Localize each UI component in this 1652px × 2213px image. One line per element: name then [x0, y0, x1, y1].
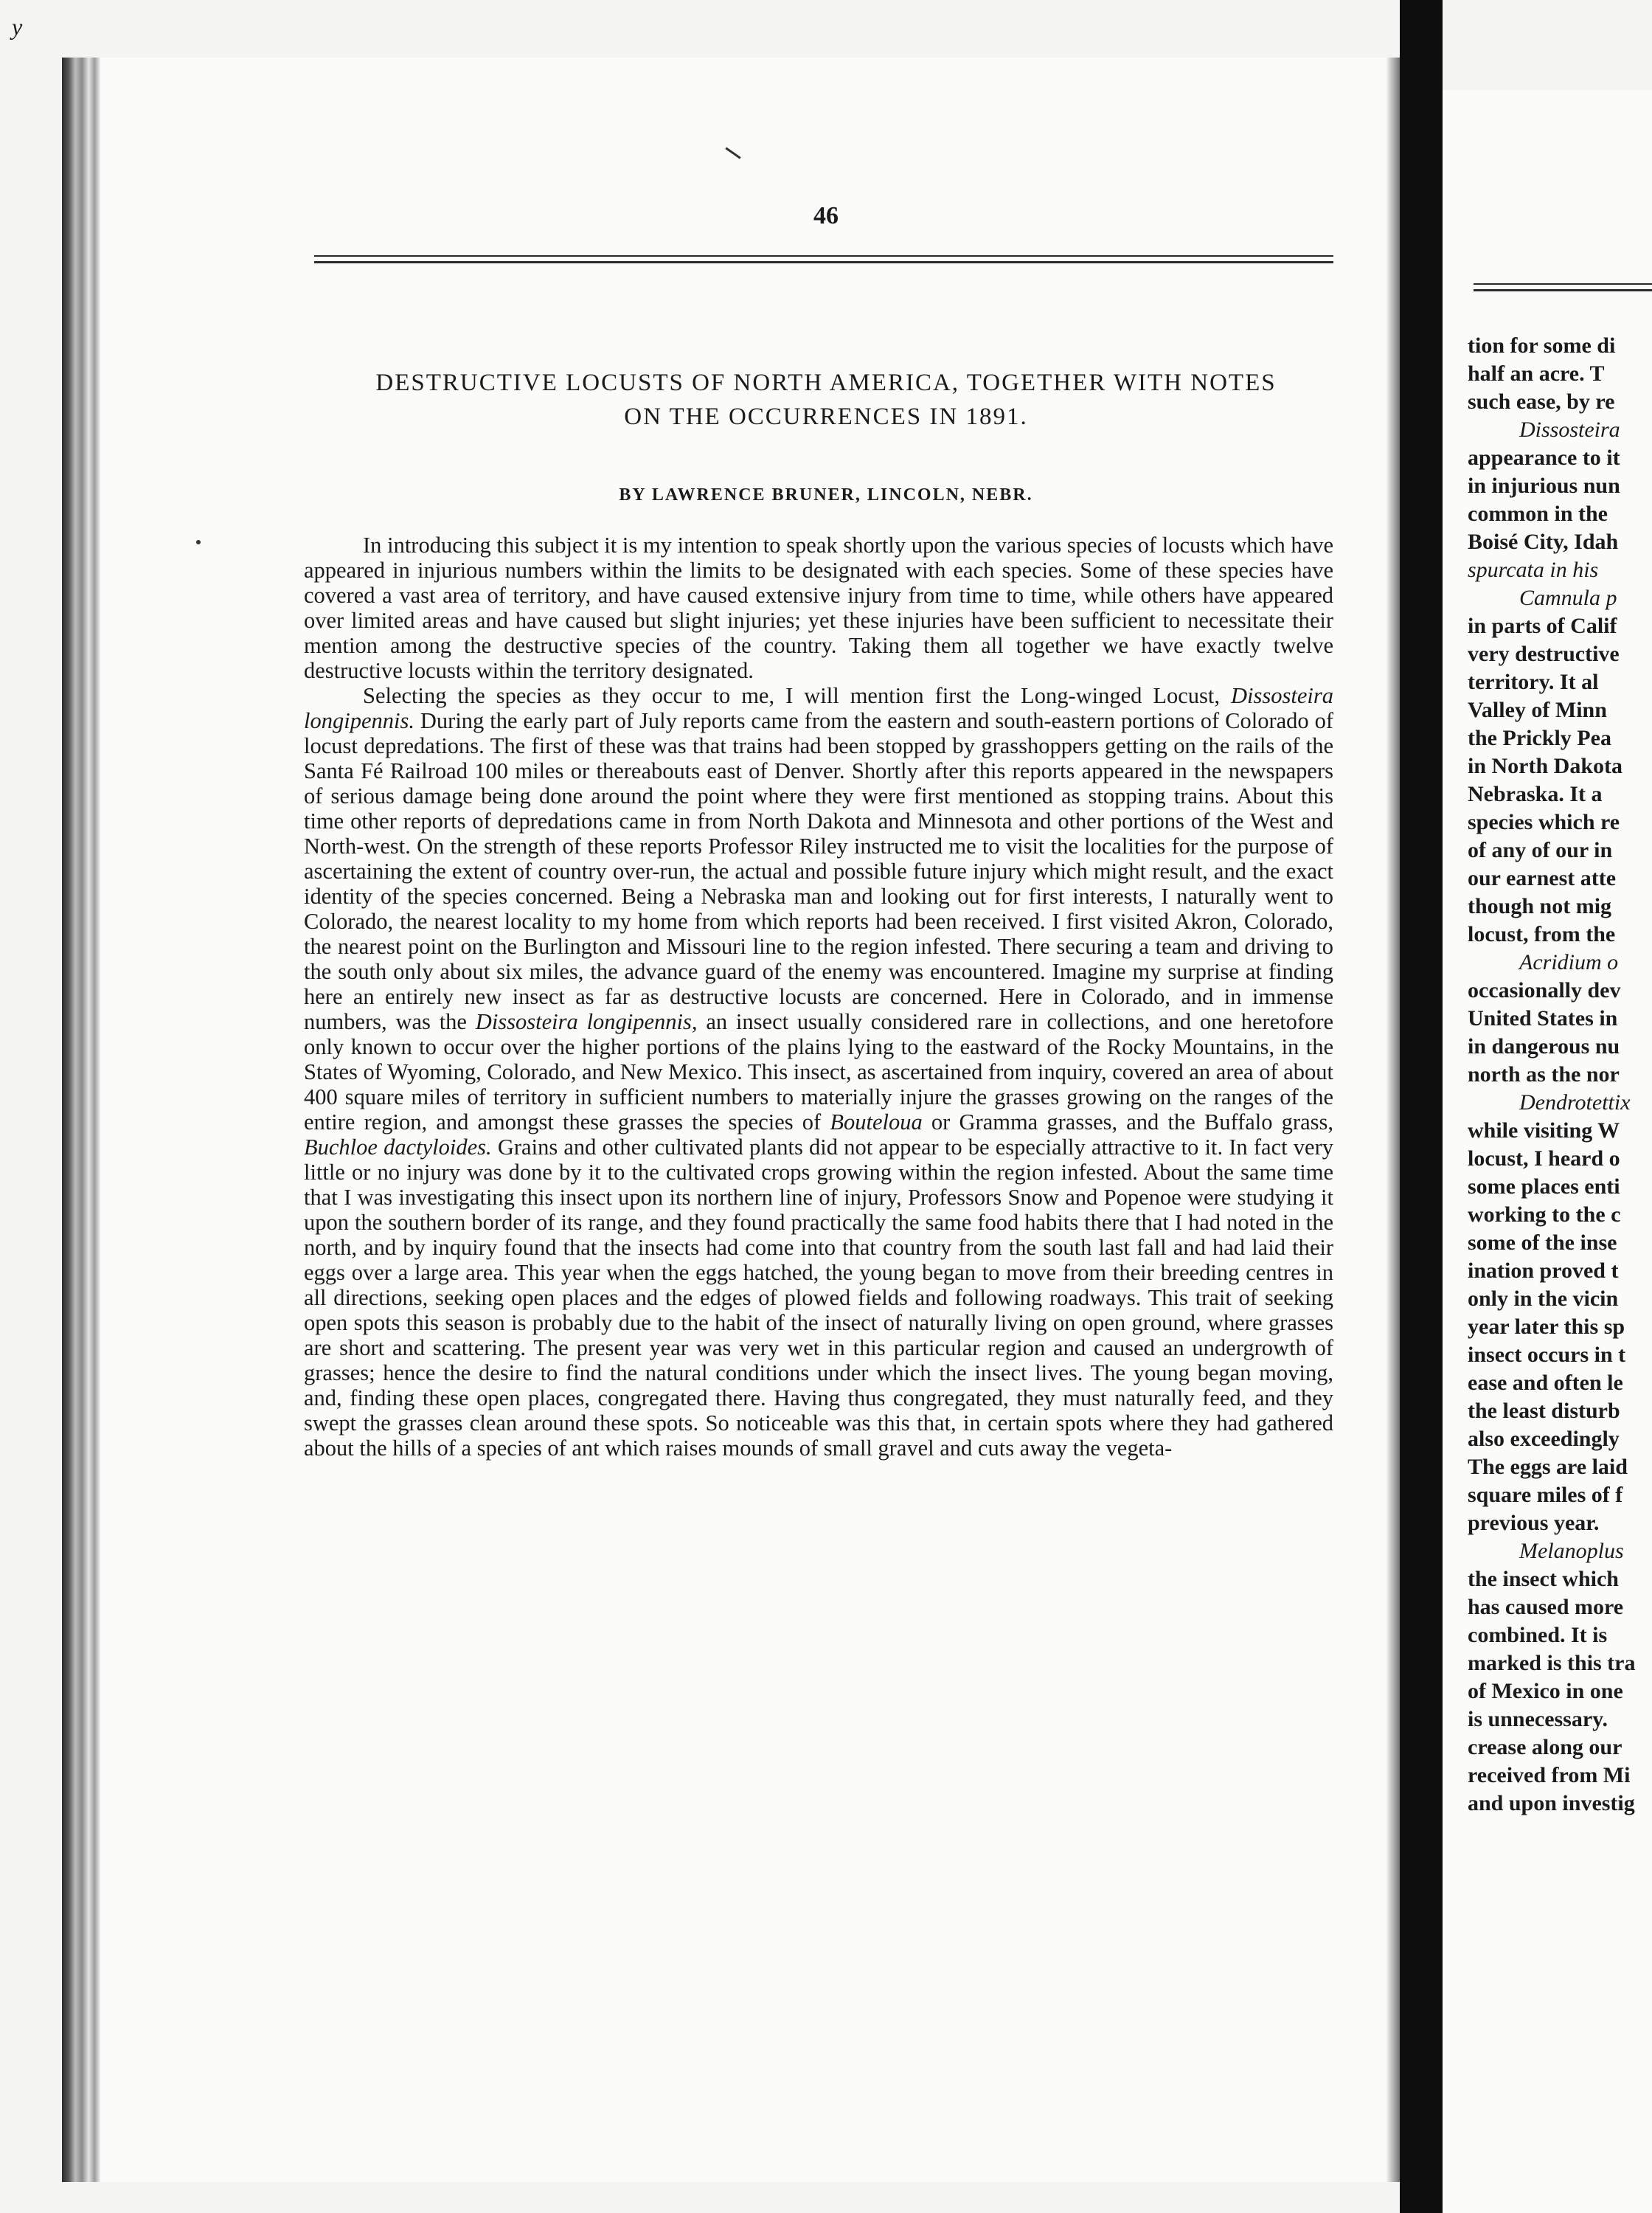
- right-page-line: the least disturb: [1468, 1399, 1620, 1423]
- right-page-line: in parts of Calif: [1468, 614, 1617, 638]
- right-page-line: insect occurs in t: [1468, 1343, 1626, 1367]
- right-page-line: our earnest atte: [1468, 866, 1617, 890]
- right-page-line: ease and often le: [1468, 1371, 1623, 1395]
- stray-dot: [196, 540, 201, 544]
- right-page-line: in injurious nun: [1468, 474, 1620, 498]
- right-page-line: Boisé City, Idah: [1468, 530, 1619, 554]
- right-header-rule-thin: [1474, 283, 1652, 285]
- right-page-text: [1468, 332, 1652, 1818]
- right-page-line: received from Mi: [1468, 1763, 1631, 1787]
- right-page-line: Melanoplus: [1519, 1539, 1624, 1563]
- right-page-line: appearance to it: [1468, 446, 1620, 470]
- right-page-line: has caused more: [1468, 1595, 1624, 1619]
- p2-text-e: an insect usually considered rare in collections, and one heretofore only known to occur over the higher portions of the plains lying to the eastward of the Rocky Mountains, in the States of Wyoming, Colorado, and New Mexico. This insect, as ascertained from inquiry, covered an area of about 400 square miles of territory in sufficient numbers to materially injure the grasses growing on the ranges of the entire region, and amongst these grasses the species of: [304, 1009, 1334, 1135]
- right-page-line: The eggs are laid: [1468, 1455, 1628, 1479]
- right-page-line: combined. It is: [1468, 1623, 1608, 1647]
- right-page-line: occasionally dev: [1468, 978, 1621, 1002]
- right-page-line: of Mexico in one: [1468, 1679, 1623, 1703]
- article-body: [304, 533, 1333, 1461]
- p2-text-i: Grains and other cultivated plants did not appear to be especially attractive to it. In fact very little or no injury was done by it to the cultivated crops growing within the region infested. About the same time that I was investigating this insect upon its northern line of injury, Professors Snow and Popenoe were studying it upon the southern border of its range, and they found practically the same food habits there that I had noted in the north, and by inquiry found that the insects had come into that country from the south last fall and had laid their eggs over a large area. This year when the eggs hatched, the young began to move from their breeding centres in all directions, seeking open places and the edges of plowed fields and following roadways. This trait of seeking open spots this season is probably due to the habit of the insect of naturally living on open ground, where grasses are short and scattering. The present year was very wet in this particular region and caused an undergrowth of grasses; hence the desire to find the natural conditions under which the insect lives. The young began moving, and, finding these open places, congregated there. Having thus congregated, they must naturally feed, and they swept the grasses clean around these spots. So noticeable was this that, in certain spots where they had gathered about the hills of a species of ant which raises mounds of small gravel and cuts away the vegeta-: [304, 1135, 1333, 1461]
- p2-text-g: or Gramma grasses, and the Buffalo grass,: [922, 1109, 1333, 1135]
- title-line-1: DESTRUCTIVE LOCUSTS OF NORTH AMERICA, TOGETHER WITH NOTES: [375, 370, 1277, 396]
- right-page-line: tion for some di: [1468, 333, 1616, 358]
- right-page-line: half an acre. T: [1468, 361, 1605, 386]
- right-page-line: Nebraska. It a: [1468, 782, 1603, 806]
- right-page-line: the insect which: [1468, 1567, 1619, 1591]
- book-spine: [1400, 0, 1443, 2213]
- right-page-line: some of the inse: [1468, 1230, 1617, 1255]
- right-page-line: common in the: [1468, 502, 1608, 526]
- header-rule-thick: [314, 261, 1333, 263]
- species-name: Dissosteira longipennis.: [304, 683, 1333, 733]
- right-page-line: also exceedingly: [1468, 1427, 1620, 1451]
- genus-name: Bouteloua: [830, 1109, 923, 1135]
- right-page-line: the Prickly Pea: [1468, 726, 1611, 750]
- right-page-line: species which re: [1468, 810, 1620, 834]
- right-page-line: ination proved t: [1468, 1258, 1619, 1283]
- right-page-line: in North Dakota: [1468, 754, 1623, 778]
- right-page-line: and upon investig: [1468, 1791, 1635, 1815]
- species-name: Buchloe dactyloides.: [304, 1135, 492, 1160]
- right-page-line: year later this sp: [1468, 1315, 1625, 1339]
- right-page-line: Acridium o: [1519, 950, 1619, 974]
- right-page-line: in dangerous nu: [1468, 1034, 1620, 1059]
- title-line-2: ON THE OCCURRENCES IN 1891.: [624, 404, 1028, 430]
- corner-mark: y: [12, 13, 23, 40]
- right-page-line: only in the vicin: [1468, 1286, 1619, 1311]
- right-page-line: Dissosteira: [1519, 418, 1620, 442]
- right-page-line: territory. It al: [1468, 670, 1599, 694]
- right-page-line: spurcata in his: [1468, 558, 1599, 582]
- right-page-line: previous year.: [1468, 1511, 1600, 1535]
- right-page-line: locust, I heard o: [1468, 1146, 1620, 1171]
- right-page-line: working to the c: [1468, 1202, 1621, 1227]
- header-rule-thin: [314, 255, 1333, 257]
- right-page-line: Camnula p: [1519, 586, 1617, 610]
- right-page: [1443, 90, 1652, 2213]
- right-page-line: is unnecessary.: [1468, 1707, 1608, 1731]
- p2-text-c: During the early part of July reports came from the eastern and south-eastern portions of Colorado of locust depredations. The first of these was that trains had been stopped by grasshoppers getting on the rails of the Santa Fé Railroad 100 miles or thereabouts east of Denver. Shortly after this reports appeared in the newspapers of serious damage being done around the point where they were first mentioned as stopping trains. About this time other reports of depredations came in from North Dakota and Minnesota and other portions of the West and North-west. On the strength of these reports Professor Riley instructed me to visit the localities for the purpose of ascertaining the extent of country over-run, the actual and possible future injury which might result, and the exact identity of the species concerned. Being a Nebraska man and looking out for first interests, I naturally went to Colorado, the nearest locality to my home from which reports had been received. I first visited Akron, Colorado, the nearest point on the Burlington and Missouri line to the region infested. There securing a team and driving to the south only about six miles, the advance guard of the enemy was encountered. Imagine my surprise at finding here an entirely new insect as far as destructive locusts are concerned. Here in Colorado, and in immense numbers, was the: [304, 708, 1333, 1034]
- right-page-line: some places enti: [1468, 1174, 1620, 1199]
- right-page-line: very destructive: [1468, 642, 1620, 666]
- right-page-line: locust, from the: [1468, 922, 1616, 946]
- right-page-line: Dendrotettix: [1519, 1090, 1631, 1115]
- right-page-line: square miles of f: [1468, 1483, 1623, 1507]
- right-page-line: marked is this tra: [1468, 1651, 1636, 1675]
- right-page-line: though not mig: [1468, 894, 1612, 918]
- right-page-line: such ease, by re: [1468, 389, 1615, 414]
- right-page-line: while visiting W: [1468, 1118, 1620, 1143]
- right-header-rule-thick: [1474, 289, 1652, 291]
- right-page-line: north as the nor: [1468, 1062, 1620, 1087]
- article-title: [295, 366, 1357, 434]
- paragraph-2: [304, 683, 1333, 1461]
- paragraph-1: In introducing this subject it is my intention to speak shortly upon the various species of locusts which have appeared in injurious numbers within the limits to be designated with each species. Some of these species have covered a vast area of territory, and have caused extensive injury from time to time, while others have appeared over limited areas and have caused but slight injuries; yet these injuries have been sufficient to necessitate their mention among the destructive species of the country. Taking them all together we have exactly twelve destructive locusts within the territory designated.: [304, 533, 1333, 683]
- right-page-line: crease along our: [1468, 1735, 1622, 1759]
- book-edge-left: [62, 58, 100, 2182]
- page-number: 46: [813, 202, 839, 229]
- p2-text-a: Selecting the species as they occur to me, I will mention first the Long-winged Locust,: [363, 683, 1232, 708]
- right-page-line: Valley of Minn: [1468, 698, 1607, 722]
- species-name: Dissosteira longipennis,: [475, 1009, 698, 1034]
- right-page-line: of any of our in: [1468, 838, 1613, 862]
- author-byline: BY LAWRENCE BRUNER, LINCOLN, NEBR.: [619, 485, 1033, 505]
- right-page-line: United States in: [1468, 1006, 1618, 1031]
